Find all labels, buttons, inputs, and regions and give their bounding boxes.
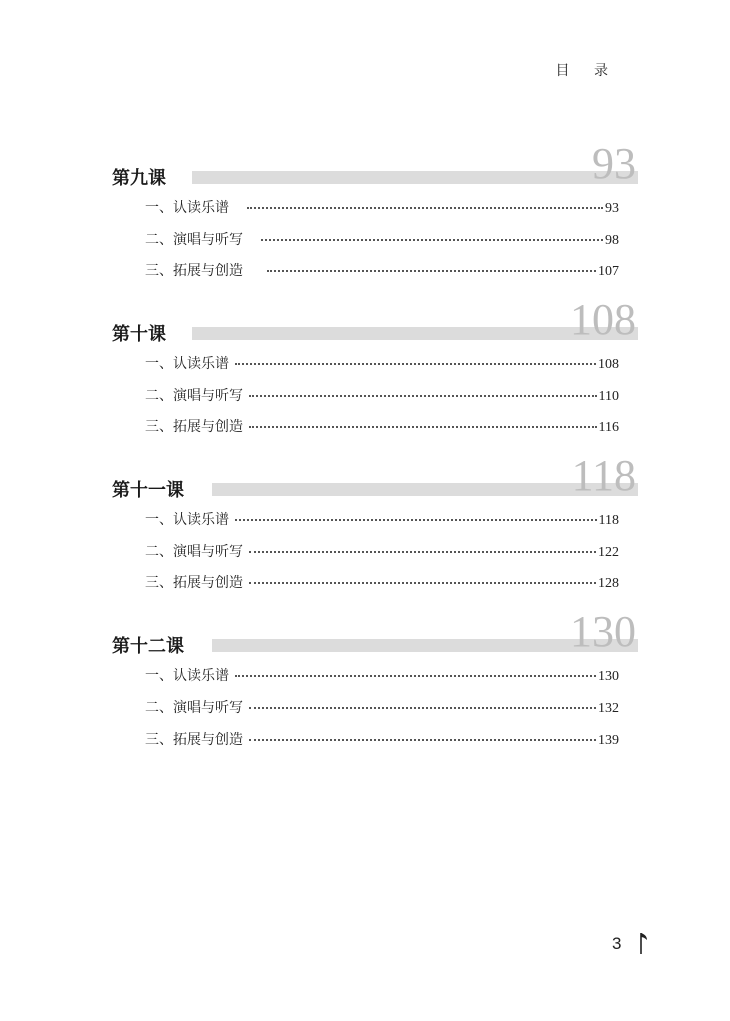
toc-entry[interactable] — [145, 541, 619, 561]
dot-leader — [249, 738, 596, 741]
dot-leader — [249, 394, 597, 397]
dot-leader — [249, 550, 596, 553]
dot-leader — [267, 269, 596, 272]
lesson-start-page: 93 — [592, 139, 636, 188]
toc-entry-label: 三、拓展与创造 — [145, 263, 243, 279]
dot-leader — [249, 425, 597, 428]
toc-entry-page: 139 — [598, 733, 619, 748]
toc-entry-label: 三、拓展与创造 — [145, 575, 243, 591]
lesson-header-bar — [192, 171, 638, 184]
dot-leader — [261, 238, 603, 241]
toc-entry[interactable] — [145, 572, 619, 592]
toc-entry-label: 一、认读乐谱 — [145, 200, 229, 216]
toc-entry-label: 二、演唱与听写 — [145, 388, 243, 404]
toc-entry-page: 107 — [598, 264, 619, 279]
toc-entry-label: 三、拓展与创造 — [145, 732, 243, 748]
dot-leader — [249, 581, 596, 584]
music-note-icon — [636, 931, 650, 957]
lesson-title: 第十二课 — [112, 636, 184, 657]
toc-entry[interactable] — [145, 509, 619, 529]
toc-entry-page: 116 — [598, 420, 619, 435]
toc-entry-page: 98 — [605, 233, 619, 248]
toc-entry-label: 二、演唱与听写 — [145, 700, 243, 716]
toc-entry-label: 一、认读乐谱 — [145, 356, 229, 372]
toc-entry-page: 130 — [598, 669, 619, 684]
dot-leader — [235, 362, 596, 365]
lesson-header — [0, 139, 730, 190]
toc-entry-page: 93 — [605, 201, 619, 216]
lesson-header — [0, 451, 730, 502]
lesson-title: 第十一课 — [112, 480, 184, 501]
page-number: 3 — [612, 934, 622, 953]
dot-leader — [249, 706, 596, 709]
dot-leader — [247, 206, 603, 209]
lesson-start-page: 108 — [570, 295, 636, 344]
toc-entry[interactable] — [145, 665, 619, 685]
lesson-start-page: 130 — [570, 607, 636, 656]
lesson-title: 第十课 — [112, 324, 166, 345]
lesson-header — [0, 295, 730, 346]
toc-entry[interactable] — [145, 197, 619, 217]
toc-entry-label: 二、演唱与听写 — [145, 544, 243, 560]
lesson-header — [0, 607, 730, 658]
toc-entry-page: 118 — [598, 513, 619, 528]
toc-entry-label: 三、拓展与创造 — [145, 419, 243, 435]
toc-entry-label: 一、认读乐谱 — [145, 668, 229, 684]
toc-entry-page: 132 — [598, 701, 619, 716]
lesson-title: 第九课 — [112, 168, 166, 189]
toc-entry[interactable] — [145, 416, 619, 436]
toc-entry-page: 122 — [598, 545, 619, 560]
dot-leader — [235, 674, 596, 677]
toc-entry[interactable] — [145, 229, 619, 249]
page-header-title: 目 录 — [555, 63, 618, 79]
toc-entry-label: 二、演唱与听写 — [145, 232, 243, 248]
lesson-start-page: 118 — [571, 451, 636, 500]
toc-entry-page: 110 — [598, 389, 619, 404]
toc-entry[interactable] — [145, 729, 619, 749]
toc-entry[interactable] — [145, 353, 619, 373]
toc-entry-page: 108 — [598, 357, 619, 372]
toc-entry-page: 128 — [598, 576, 619, 591]
toc-entry[interactable] — [145, 385, 619, 405]
toc-entry-label: 一、认读乐谱 — [145, 512, 229, 528]
dot-leader — [235, 518, 597, 521]
toc-entry[interactable] — [145, 697, 619, 717]
toc-entry[interactable] — [145, 260, 619, 280]
